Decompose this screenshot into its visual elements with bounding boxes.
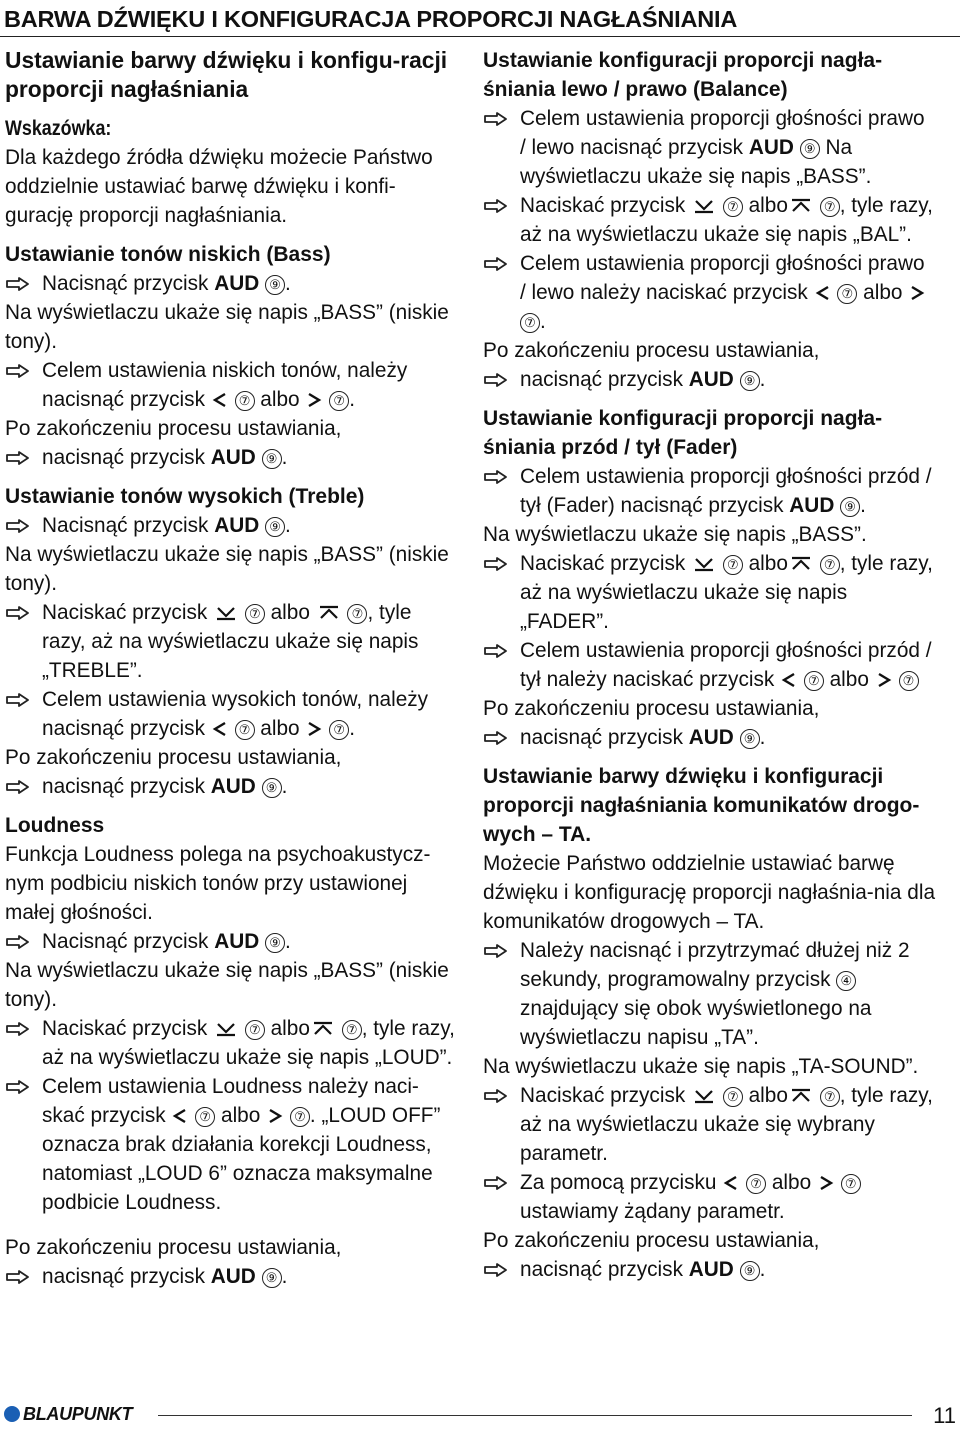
bass-heading: Ustawianie tonów niskich (Bass) [5, 243, 331, 266]
arrow-right-icon [6, 780, 30, 794]
key-7-icon: ⑦ [245, 604, 265, 624]
ta-heading: Ustawianie barwy dźwięku i konfiguracji proporcji nagłaśniania komunikatów drogo-wych – TA. [483, 765, 920, 846]
aud-key: AUD [214, 930, 260, 953]
key-7-icon: ⑦ [841, 1174, 861, 1194]
arrow-right-icon [484, 1263, 508, 1277]
blaupunkt-logo [4, 1404, 132, 1424]
left-arrow-key-icon [780, 665, 798, 694]
key-7-icon: ⑦ [342, 1020, 362, 1040]
right-arrow-key-icon [908, 278, 926, 307]
ta-display-text: Na wyświetlaczu ukaże się napis „TA-SOUND”. [483, 1055, 919, 1078]
key-7-icon: ⑦ [235, 720, 255, 740]
down-arrow-key-icon [213, 598, 239, 627]
aud-key: AUD [688, 1258, 734, 1281]
key-9-icon: ⑨ [740, 1261, 760, 1281]
key-7-icon: ⑦ [723, 1087, 743, 1107]
aud-key: AUD [688, 726, 734, 749]
down-arrow-key-icon [691, 549, 717, 578]
up-arrow-key-icon [788, 549, 814, 578]
ta-after-text: Po zakończeniu procesu ustawiania, [483, 1229, 820, 1252]
balance-step-4: nacisnąć przycisk AUD ⑨ . [483, 365, 935, 394]
ta-step-4: nacisnąć przycisk AUD ⑨ . [483, 1255, 935, 1284]
left-arrow-key-icon [171, 1101, 189, 1130]
fader-step-2: Naciskać przycisk ⑦ albo ⑦ , tyle razy, aż na wyświetlaczu ukaże się napis „FADER”. [483, 549, 935, 636]
key-4-icon: ④ [836, 971, 856, 991]
up-arrow-key-icon [788, 191, 814, 220]
right-arrow-key-icon [305, 385, 323, 414]
treble-after-text: Po zakończeniu procesu ustawiania, [5, 746, 342, 769]
treble-heading: Ustawianie tonów wysokich (Treble) [5, 485, 365, 508]
fader-step-1: Celem ustawienia proporcji głośności przód / tył (Fader) nacisnąć przycisk AUD ⑨ . [483, 462, 935, 520]
key-9-icon: ⑨ [840, 497, 860, 517]
aud-key: AUD [214, 514, 260, 537]
right-arrow-key-icon [817, 1168, 835, 1197]
key-7-icon: ⑦ [837, 284, 857, 304]
arrow-right-icon [6, 935, 30, 949]
key-7-icon: ⑦ [723, 197, 743, 217]
key-7-icon: ⑦ [195, 1107, 215, 1127]
key-9-icon: ⑨ [800, 139, 820, 159]
fader-after-text: Po zakończeniu procesu ustawiania, [483, 697, 820, 720]
balance-step-3: Celem ustawienia proporcji głośności prawo / lewo należy naciskać przycisk ⑦ albo ⑦ . [483, 249, 935, 336]
treble-step-4: nacisnąć przycisk AUD ⑨ . [5, 772, 455, 801]
bass-step-2: Celem ustawienia niskich tonów, należy nacisnąć przycisk ⑦ albo ⑦ . [5, 356, 455, 414]
key-7-icon: ⑦ [723, 555, 743, 575]
bass-step-3: nacisnąć przycisk AUD ⑨ . [5, 443, 455, 472]
aud-key: AUD [748, 136, 794, 159]
key-7-icon: ⑦ [245, 1020, 265, 1040]
up-arrow-key-icon [788, 1081, 814, 1110]
treble-step-3: Celem ustawienia wysokich tonów, należy nacisnąć przycisk ⑦ albo ⑦ . [5, 685, 455, 743]
left-column [5, 46, 455, 1291]
arrow-right-icon [484, 112, 508, 126]
arrow-right-icon [484, 944, 508, 958]
balance-heading: Ustawianie konfiguracji proporcji nagła-śniania lewo / prawo (Balance) [483, 49, 883, 101]
key-9-icon: ⑨ [262, 778, 282, 798]
up-arrow-key-icon [316, 598, 342, 627]
balance-after-text: Po zakończeniu procesu ustawiania, [483, 339, 820, 362]
arrow-right-icon [484, 373, 508, 387]
left-arrow-key-icon [211, 714, 229, 743]
aud-key: AUD [688, 368, 734, 391]
arrow-right-icon [484, 470, 508, 484]
fader-step-4: nacisnąć przycisk AUD ⑨ . [483, 723, 935, 752]
treble-step-1: Nacisnąć przycisk AUD ⑨ . [5, 511, 455, 540]
ta-intro: Możecie Państwo oddzielnie ustawiać barwę dźwięku i konfigurację proporcji nagłaśnia-nia dla komunikatów drogowych – TA. [483, 852, 936, 933]
key-7-icon: ⑦ [820, 197, 840, 217]
loudness-step-2: Naciskać przycisk ⑦ albo ⑦ , tyle razy, aż na wyświetlaczu ukaże się napis „LOUD”. [5, 1014, 455, 1072]
bass-after-text: Po zakończeniu procesu ustawiania, [5, 417, 342, 440]
right-column [483, 46, 935, 1284]
down-arrow-key-icon [691, 1081, 717, 1110]
right-arrow-key-icon [266, 1101, 284, 1130]
treble-step-2: Naciskać przycisk ⑦ albo ⑦ , tyle razy, aż na wyświetlaczu ukaże się napis „TREBLE”. [5, 598, 455, 685]
loudness-intro: Funkcja Loudness polega na psychoakustycz-nym podbiciu niskich tonów przy ustawionej małej głośności. [5, 843, 431, 924]
footer-divider [158, 1415, 912, 1416]
arrow-right-icon [484, 557, 508, 571]
left-arrow-key-icon [722, 1168, 740, 1197]
loudness-heading: Loudness [5, 814, 105, 837]
note-text: Dla każdego źródła dźwięku możecie Państwo oddzielnie ustawiać barwę dźwięku i konfi-gurację proporcji nagłaśniania. [5, 146, 433, 227]
fader-display-text: Na wyświetlaczu ukaże się napis „BASS”. [483, 523, 867, 546]
key-9-icon: ⑨ [265, 933, 285, 953]
right-arrow-key-icon [305, 714, 323, 743]
ta-step-2: Naciskać przycisk ⑦ albo ⑦ , tyle razy, aż na wyświetlaczu ukaże się wybrany parametr. [483, 1081, 935, 1168]
key-7-icon: ⑦ [820, 1087, 840, 1107]
page-number: 11 [933, 1403, 956, 1428]
balance-step-2: Naciskać przycisk ⑦ albo ⑦ , tyle razy, aż na wyświetlaczu ukaże się napis „BAL”. [483, 191, 935, 249]
note [5, 114, 455, 143]
key-9-icon: ⑨ [262, 449, 282, 469]
treble-display-text: Na wyświetlaczu ukaże się napis „BASS” (niskie tony). [5, 543, 449, 595]
arrow-right-icon [6, 1022, 30, 1036]
bass-step-1: Nacisnąć przycisk AUD ⑨ . [5, 269, 455, 298]
key-9-icon: ⑨ [262, 1268, 282, 1288]
arrow-right-icon [484, 199, 508, 213]
fader-heading: Ustawianie konfiguracji proporcji nagła-śniania przód / tył (Fader) [483, 407, 883, 459]
down-arrow-key-icon [213, 1014, 239, 1043]
note-label: Wskazówka: [5, 117, 112, 140]
left-arrow-key-icon [814, 278, 832, 307]
aud-key: AUD [210, 446, 256, 469]
loudness-step-3: Celem ustawienia Loudness należy naci-skać przycisk ⑦ albo ⑦ . „LOUD OFF” oznacza brak działania korekcji Loudness, natomiast „LOUD 6” oznacza maksymalne podbicie Loudness. [5, 1072, 455, 1217]
key-7-icon: ⑦ [329, 391, 349, 411]
right-arrow-key-icon [875, 665, 893, 694]
aud-key: AUD [210, 1265, 256, 1288]
arrow-right-icon [484, 731, 508, 745]
arrow-right-icon [6, 519, 30, 533]
aud-key: AUD [214, 272, 260, 295]
loudness-step-4: nacisnąć przycisk AUD ⑨ . [5, 1262, 455, 1291]
arrow-right-icon [6, 451, 30, 465]
key-9-icon: ⑨ [740, 729, 760, 749]
loudness-after-text: Po zakończeniu procesu ustawiania, [5, 1236, 342, 1259]
logo-text: BLAUPUNKT [23, 1403, 133, 1424]
key-7-icon: ⑦ [520, 313, 540, 333]
aud-key: AUD [789, 494, 835, 517]
key-7-icon: ⑦ [235, 391, 255, 411]
title-divider [0, 36, 960, 37]
ta-step-1: Należy nacisnąć i przytrzymać dłużej niż 2 sekundy, programowalny przycisk ④ znajdujący się obok wyświetlonego na wyświetlaczu napisu „TA”. [483, 936, 935, 1052]
arrow-right-icon [6, 1080, 30, 1094]
ta-step-3: Za pomocą przycisku ⑦ albo ⑦ ustawiamy żądany parametr. [483, 1168, 935, 1226]
key-7-icon: ⑦ [347, 604, 367, 624]
up-arrow-key-icon [310, 1014, 336, 1043]
arrow-right-icon [484, 257, 508, 271]
arrow-right-icon [484, 1089, 508, 1103]
key-7-icon: ⑦ [804, 671, 824, 691]
down-arrow-key-icon [691, 191, 717, 220]
key-7-icon: ⑦ [746, 1174, 766, 1194]
arrow-right-icon [6, 364, 30, 378]
key-9-icon: ⑨ [265, 517, 285, 537]
key-7-icon: ⑦ [290, 1107, 310, 1127]
key-9-icon: ⑨ [740, 371, 760, 391]
key-7-icon: ⑦ [820, 555, 840, 575]
fader-step-3: Celem ustawienia proporcji głośności przód / tył należy naciskać przycisk ⑦ albo ⑦ [483, 636, 935, 694]
left-arrow-key-icon [211, 385, 229, 414]
arrow-right-icon [6, 1270, 30, 1284]
bass-display-text: Na wyświetlaczu ukaże się napis „BASS” (niskie tony). [5, 301, 449, 353]
loudness-step-1: Nacisnąć przycisk AUD ⑨ . [5, 927, 455, 956]
arrow-right-icon [484, 644, 508, 658]
logo-dot-icon [4, 1406, 20, 1422]
arrow-right-icon [6, 606, 30, 620]
key-7-icon: ⑦ [329, 720, 349, 740]
key-9-icon: ⑨ [265, 275, 285, 295]
key-7-icon: ⑦ [899, 671, 919, 691]
arrow-right-icon [6, 693, 30, 707]
loudness-display-text: Na wyświetlaczu ukaże się napis „BASS” (niskie tony). [5, 959, 449, 1011]
arrow-right-icon [6, 277, 30, 291]
balance-step-1: Celem ustawienia proporcji głośności prawo / lewo nacisnąć przycisk AUD ⑨ Na wyświetlaczu ukaże się napis „BASS”. [483, 104, 935, 191]
page-title: BARWA DŹWIĘKU I KONFIGURACJA PROPORCJI NAGŁAŚNIANIA [4, 6, 738, 32]
aud-key: AUD [210, 775, 256, 798]
arrow-right-icon [484, 1176, 508, 1190]
section-heading-sound: Ustawianie barwy dźwięku i konfigu-racji proporcji nagłaśniania [5, 47, 448, 102]
